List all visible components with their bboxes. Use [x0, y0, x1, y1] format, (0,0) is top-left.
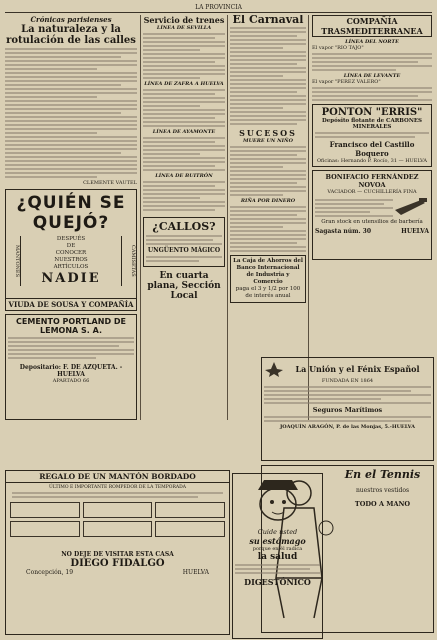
- ad-banco-title: La Caja de Ahorros del Banco Internacional de Industria y Comercio: [233, 258, 303, 285]
- ad-union-title: La Unión y el Fénix Español: [295, 364, 420, 374]
- ad-tennis-line1: En el Tennis: [344, 468, 421, 481]
- ad-callos-sub: UNGÜENTO MÁGICO: [147, 247, 221, 254]
- ad-bonifacio-title: BONIFACIO FERNÁNDEZ NOVOA: [325, 173, 419, 189]
- trasmed-sub: LÍNEA DE LEVANTE: [343, 73, 401, 79]
- ad-bonifacio-sub: VACIADOR — CUCHILLERÍA FINA: [327, 189, 417, 195]
- ad-digestonico: [232, 473, 323, 639]
- ad-digestonico-brand: DIGESTÓNICO: [244, 577, 311, 587]
- ad-digestonico-line2: su estómago: [249, 536, 306, 546]
- ad-banco-rate: paga el 3 y 1/2 por 100 de interés anual: [235, 286, 301, 299]
- ad-quien-title: ¿QUIÉN SE QUEJÓ?: [16, 193, 126, 233]
- trasmed-company: COMPAÑÍA TRASMEDITERRANEA: [312, 15, 432, 37]
- ad-manton-brand: DIEGO FIDALGO: [70, 558, 165, 569]
- ad-quien-line: NUESTROS: [54, 257, 88, 263]
- train-section: LÍNEA DE ZAFRA A HUELVA: [144, 81, 224, 87]
- trasmed-ship: El vapor "PEREZ VALERO": [312, 79, 381, 85]
- sucesos-title: SUCESOS: [239, 128, 297, 138]
- ad-manton-sub: ÚLTIMO E IMPORTANTE ROMPEDOR DE LA TEMPORADA: [49, 485, 186, 490]
- ad-quien-line: DE: [66, 243, 76, 249]
- ad-bonifacio-addr: Sagasta núm. 30: [315, 228, 372, 235]
- sucesos-sub: MUERE UN NIÑO: [243, 138, 293, 144]
- ad-cemento-agent: Depositario: F. DE AZQUETA. - HUELVA: [19, 364, 123, 378]
- ad-bonifacio: [312, 170, 432, 260]
- ad-tennis-line2: nuestros vestidos: [355, 487, 410, 494]
- ad-manton-city: HUELVA: [182, 569, 209, 576]
- ad-ponton-addr: Oficinas: Hernando P. Rocío, 31 — HUELVA: [316, 158, 428, 164]
- ad-manton-title: REGALO DE UN MANTÓN BORDADO: [6, 471, 229, 483]
- article-kicker: Crónicas parisienses: [30, 15, 112, 24]
- ad-quien-line: DESPUÉS: [56, 236, 86, 242]
- ad-manton: [5, 470, 230, 635]
- ad-quien-line: CONOCER: [55, 250, 87, 256]
- ad-union: [261, 357, 434, 461]
- article-byline: CLEMENTE VAUTEL: [83, 180, 137, 186]
- masthead: LA PROVINCIA: [195, 4, 242, 11]
- ad-tennis-line3: TODO A MANO: [354, 500, 411, 508]
- article-text: [5, 48, 137, 178]
- column-2: [140, 15, 227, 420]
- man-face-illustration: [248, 476, 308, 524]
- trasmed-ship: El vapor "RIO TAJO": [312, 45, 364, 51]
- train-section: LÍNEA DE SEVILLA: [156, 25, 212, 31]
- ad-cemento-box: APARTADO 66: [52, 378, 90, 384]
- ad-ponton-title: PONTON "ERRIS": [321, 107, 423, 118]
- ad-digestonico-line3: porque en él radica: [252, 546, 303, 552]
- ad-manton-addr: Concepción, 19: [26, 569, 74, 576]
- ad-union-agent: JOAQUÍN ARAGÓN, P. de las Monjas, 5.-HUELVA: [279, 424, 416, 430]
- ad-callos-title: ¿CALLOS?: [152, 220, 216, 233]
- ad-ponton-owner: Francisco del Castillo Boquero: [329, 140, 415, 158]
- carnaval-title: El Carnaval: [232, 15, 304, 26]
- page-header: [5, 4, 432, 13]
- trains-title: Servicio de trenes: [143, 15, 225, 25]
- ad-banco: [230, 255, 306, 303]
- ad-union-sub: Seguros Marítimos: [312, 406, 383, 414]
- ad-manton-footer: NO DEJE DE VISITAR ESTA CASA: [61, 551, 174, 558]
- trasmed-sub: LÍNEA DEL NORTE: [345, 39, 399, 45]
- ad-ponton: [312, 104, 432, 167]
- ad-manton-grid: [6, 500, 229, 539]
- ad-cemento-title: CEMENTO PORTLAND DE LEMONA S. A.: [16, 317, 126, 335]
- sucesos-sub: RIÑA POR DINERO: [240, 198, 296, 204]
- ad-quien-footer: VIUDA DE SOUSA Y COMPAÑÍA: [6, 298, 136, 310]
- phoenix-icon: [264, 360, 284, 378]
- ad-bonifacio-city: HUELVA: [401, 228, 429, 235]
- ad-ponton-sub: Depósito flotante de CARBONES MINERALES: [321, 118, 423, 130]
- ad-quien-right-vertical: CAMISETAS: [121, 236, 136, 286]
- ad-quien: [5, 189, 137, 311]
- ad-digestonico-line4: la salud: [257, 552, 298, 562]
- ad-digestonico-line1: Cuide usted: [257, 528, 298, 536]
- razor-icon: [393, 195, 429, 217]
- ad-quien-nadie: NADIE: [41, 271, 101, 286]
- column-1: [5, 15, 140, 420]
- ad-cemento: [5, 314, 137, 420]
- train-section: LÍNEA DE AYAMONTE: [152, 129, 216, 135]
- ad-callos: [143, 217, 225, 267]
- ad-quien-left-vertical: MANTONES: [6, 236, 21, 286]
- ad-bonifacio-stock: Gran stock en utensilios de barbería: [321, 219, 423, 225]
- ad-union-founded: FUNDADA EN 1864: [321, 378, 374, 384]
- article-headline: La naturaleza y la rotulación de las calles: [6, 24, 136, 46]
- train-section: LÍNEA DE BUITRÓN: [155, 173, 213, 179]
- ad-quien-line: ARTÍCULOS: [53, 264, 89, 270]
- cuarta-plana: En cuarta plana, Sección Local: [147, 271, 221, 301]
